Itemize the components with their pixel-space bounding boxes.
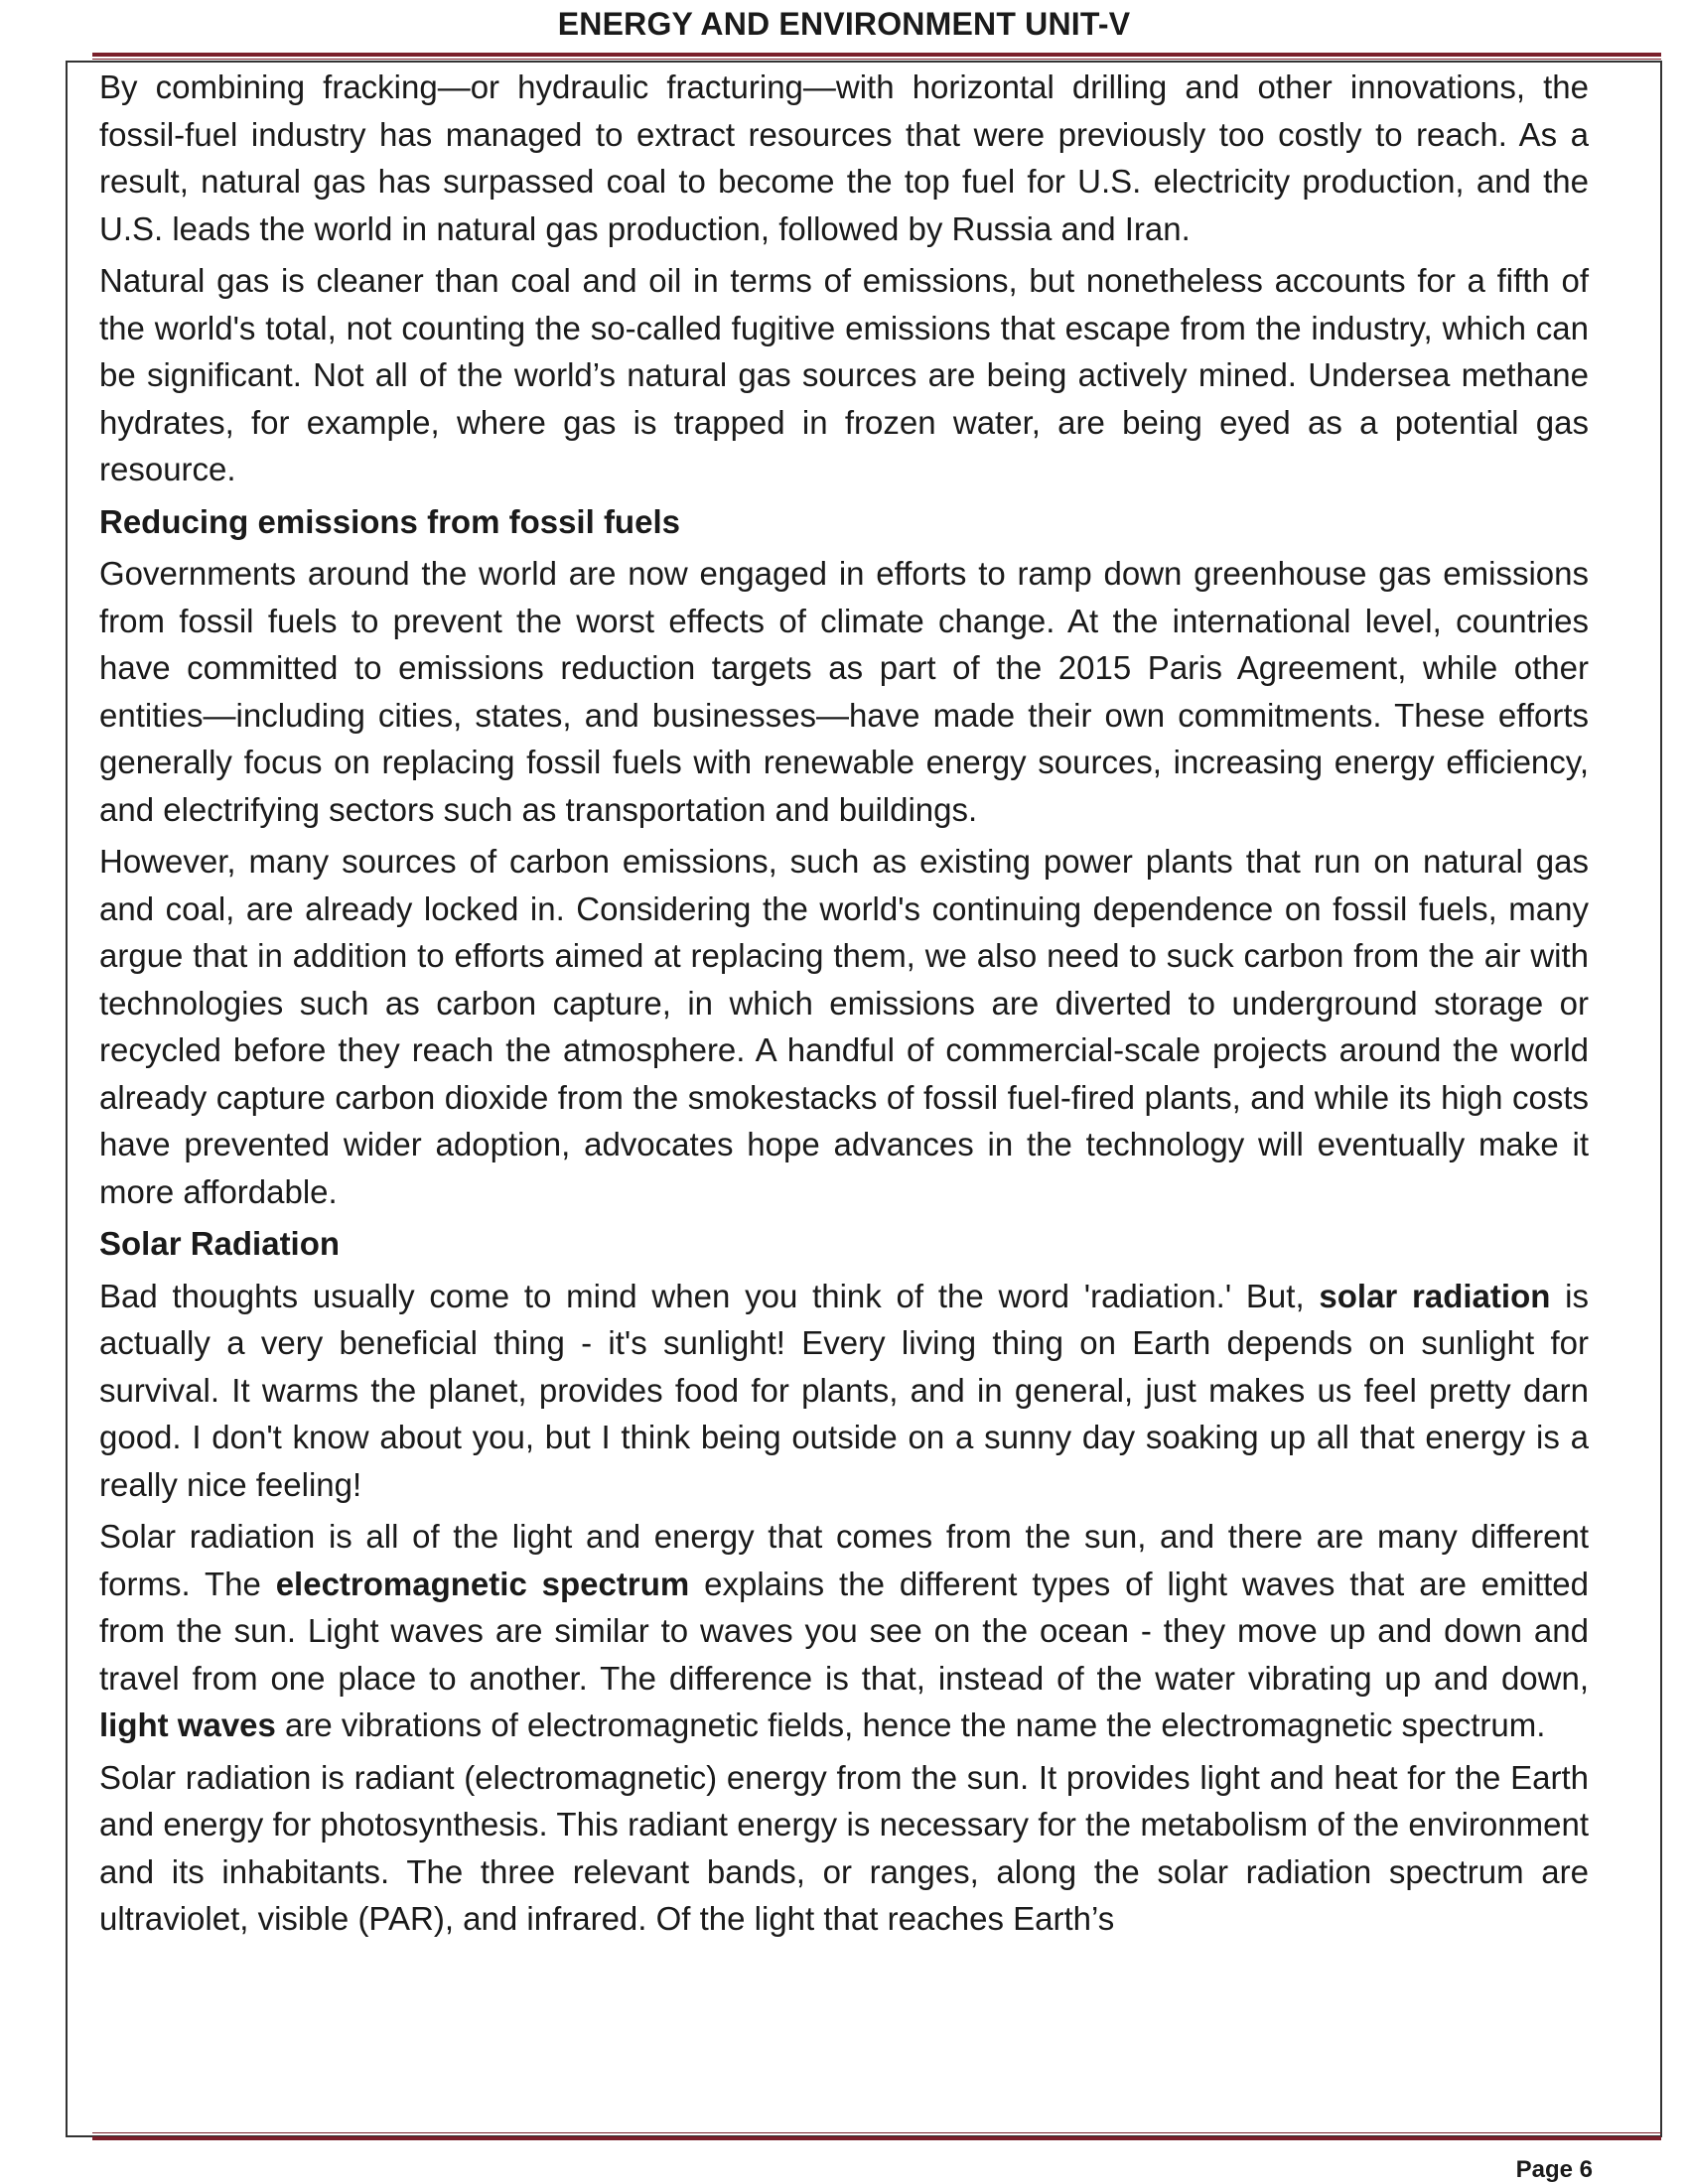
bold-term-solar-radiation: solar radiation	[1319, 1277, 1551, 1314]
paragraph-fracking: By combining fracking—or hydraulic fracturing—with horizontal drilling and other innovations, the fossil-fuel industry has managed to extract resources that were previously too costly to reach. As a result, natural gas has surpassed coal to become the top fuel for U.S. electricity production, and the U.S. leads the world in natural gas production, followed by Russia and Iran.	[99, 68, 1589, 247]
paragraph-electromagnetic-spectrum	[99, 1513, 1589, 1749]
page-number: Page 6	[1515, 2156, 1593, 2183]
text-run: is actually a very beneficial thing - it's sunlight! Every living thing on Earth depends on sunlight for survival. It warms the planet, provides food for plants, and in general, just makes us feel pretty darn good. I don't know about you, but I think being outside on a sunny day soaking up all that energy is a really nice feeling!	[99, 1277, 1589, 1503]
text-run: are vibrations of electromagnetic fields, hence the name the electromagnetic spectrum.	[275, 1706, 1546, 1743]
paragraph-carbon-capture: However, many sources of carbon emissions, such as existing power plants that run on natural gas and coal, are already locked in. Considering the world's continuing dependence on fossil fuels, many argue that in addition to efforts aimed at replacing them, we also need to suck carbon from the air with technologies such as carbon capture, in which emissions are diverted to underground storage or recycled before they reach the atmosphere. A handful of commercial-scale projects around the world already capture carbon dioxide from the smokestacks of fossil fuel-fired plants, and while its high costs have prevented wider adoption, advocates hope advances in the technology will eventually make it more affordable.	[99, 843, 1589, 1210]
page-header-title: ENERGY AND ENVIRONMENT UNIT-V	[557, 6, 1131, 42]
text-run: Solar radiation is all of the light and energy that comes from the sun, and there are many different forms. The	[99, 1518, 1589, 1602]
footer-rule-thin	[92, 2132, 1661, 2133]
text-run: Bad thoughts usually come to mind when you think of the word 'radiation.' But,	[99, 1277, 1320, 1314]
heading-solar-radiation: Solar Radiation	[99, 1225, 341, 1262]
document-body	[99, 64, 1589, 1948]
bold-term-electromagnetic-spectrum: electromagnetic spectrum	[275, 1565, 690, 1602]
text-run: explains the different types of light waves that are emitted from the sun. Light waves are similar to waves you see on the ocean - they move up and down and travel from one place to another. The difference is that, instead of the water vibrating up and down,	[99, 1565, 1590, 1697]
paragraph-natural-gas: Natural gas is cleaner than coal and oil in terms of emissions, but nonetheless accounts for a fifth of the world's total, not counting the so-called fugitive emissions that escape from the industry, which can be significant. Not all of the world’s natural gas sources are being actively mined. Undersea methane hydrates, for example, where gas is trapped in frozen water, are being eyed as a potential gas resource.	[99, 262, 1589, 487]
paragraph-bad-thoughts	[99, 1273, 1589, 1509]
paragraph-radiant-energy: Solar radiation is radiant (electromagnetic) energy from the sun. It provides light and heat for the Earth and energy for photosynthesis. This radiant energy is necessary for the metabolism of the environment and its inhabitants. The three relevant bands, or ranges, along the solar radiation spectrum are ultraviolet, visible (PAR), and infrared. Of the light that reaches Earth’s	[99, 1758, 1589, 1937]
paragraph-governments: Governments around the world are now engaged in efforts to ramp down greenhouse gas emissions from fossil fuels to prevent the worst effects of climate change. At the international level, countries have committed to emissions reduction targets as part of the 2015 Paris Agreement, while other entities—including cities, states, and businesses—have made their own commitments. These efforts generally focus on replacing fossil fuels with renewable energy sources, increasing energy efficiency, and electrifying sectors such as transportation and buildings.	[99, 555, 1589, 828]
bold-term-light-waves: light waves	[99, 1706, 276, 1743]
header-rule-thick	[92, 53, 1661, 57]
footer-rule-thick	[92, 2136, 1661, 2140]
heading-reducing-emissions: Reducing emissions from fossil fuels	[99, 502, 680, 540]
header-rule-thin	[92, 59, 1661, 60]
